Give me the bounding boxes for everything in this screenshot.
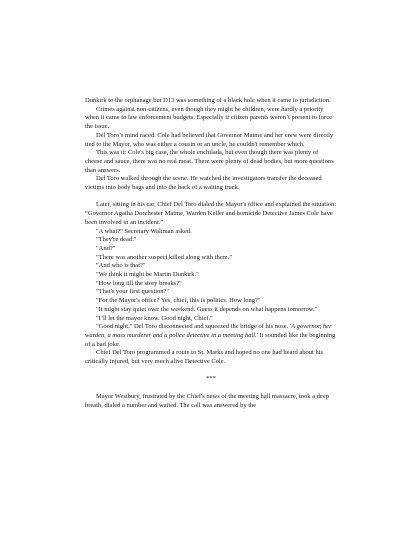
goodnight-text-end: ' It sounded like the beginning of a bad joke. [85,331,336,348]
paragraph: Dunkirk to the orphanage but D13 was something of a black hole when it came to jurisdiction. [85,97,331,104]
paragraph: This was it: Cole's big case, the whole enchilada, but even though there was plenty of cheese and sauce, there was no real meat. There were plenty of dead bodies, but more questions than answers. [85,149,334,174]
goodnight-italic-thought: A governor, her warden, a mass murderer and a police detective in a meeting hall. [85,323,332,339]
dialogue-line: "For the Mayor's office? Yes, chief, this is politics. How long?" [96,297,261,305]
paragraph: Del Toro walked through the scene. He watched the investigators transfer the deceased victims into body bags and into the back of a waiting truck. [85,175,322,192]
dialogue-line: "There was another suspect killed along with them." [96,253,232,261]
paragraph: Del Toro’s mind raced. Cole had believed that Governor Maime and her crew were directly tied to the Mayor, who was either a cousin or an uncle, he couldn't remember which. [85,131,334,148]
dialogue-line: "How long till the story breaks?" [96,279,182,287]
paragraph-gap [85,384,337,393]
page-body-text [85,97,337,410]
section-separator: *** [206,375,216,383]
dialogue-line: "I’ll let the mayor know. Good night, Chief." [96,314,213,322]
paragraph-goodnight [85,323,337,349]
dialogue-line: "It might stay quiet over the weekend. Guess it depends on what happens tomorrow." [96,305,318,313]
dialogue-line: "A what?" Secretary Waltman asked. [96,227,192,235]
dialogue-line: "That's your first question?" [96,288,170,296]
paragraph: Chief Del Toro programmed a route to St. Marks and hoped no one had heard about his critically injured, but very much alive Detective Cole. [85,349,324,366]
paragraph: Later, sitting in his car, Chief Del Toro dialed the Mayor's office and explained the situation: “Governor Agatha Dorchester Maime, Warden Keller and homicide Detective James Cole have been involved in an incident.” [85,201,337,226]
paragraph-gap [85,367,337,376]
dialogue-line: "They're dead." [96,236,137,244]
goodnight-text: "Good night." Del Toro disconnected and squeezed the bridge of his nose. ' [96,323,292,331]
dialogue-line: "We think it might be Martin Dunkirk." [96,271,199,279]
paragraph: Crimes against non-citizens, even though they might be children, were hardly a priority when it came to law enforcement budgets. Especially if citizen parents weren’t present to force the issue. [85,105,332,131]
dialogue-line: "And?" [96,244,116,252]
paragraph: Mayor Westbury, frustrated by the Chief's news of the meeting hall massacre, took a deep breath, dialed a number and waited. The call was answered by the [85,392,329,409]
paragraph-gap [85,193,337,202]
dialogue-line: "And who is that?" [96,262,146,270]
